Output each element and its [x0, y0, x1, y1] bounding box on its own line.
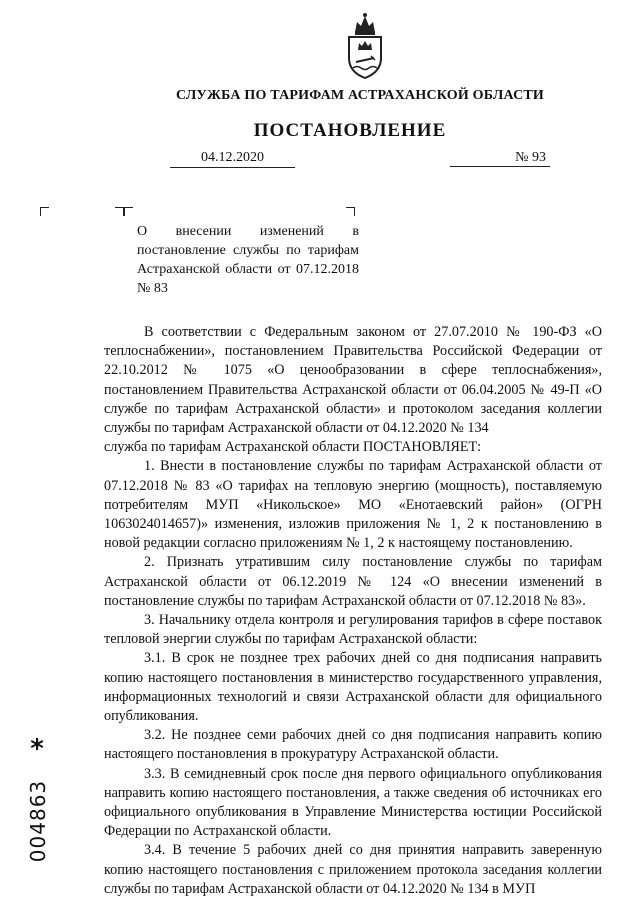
- corner-mark: [40, 207, 49, 216]
- stamp-number: 004863: [26, 779, 50, 863]
- corner-mark: [124, 207, 133, 216]
- item-paragraph: 1. Внести в постановление службы по тарифам Астраханской области от 07.12.2018 № 83 «О тарифах на тепловую энергию (мощность), поставляемую потребителям МУП «Никольское» МО «Енотаевский район» (ОГРН 1063024014657)» изменения, изложив приложения № 1, 2 к постановлению в новой редакции согласно приложениям № 1, 2 к настоящему постановлению.: [104, 458, 602, 552]
- preamble-paragraph: В соответствии с Федеральным законом от 27.07.2010 № 190-ФЗ «О теплоснабжении», постановлением Правительства Российской Федерации от 22.10.2012 № 1075 «О ценообразовании в сфере теплоснабжения», постановлением Правительства Астраханской области от 06.04.2005 № 49-П «О службе по тарифам Астраханской области» и протоколом заседания коллегии службы по тарифам Астраханской области от 04.12.2020 № 134: [104, 324, 602, 437]
- stamp-mark: *: [30, 734, 44, 764]
- subitem-paragraph: 3.2. Не позднее семи рабочих дней со дня подписания направить копию настоящего постановления в прокуратуру Астраханской области.: [104, 727, 602, 763]
- subitem-paragraph: 3.4. В течение 5 рабочих дней со дня принятия направить заверенную копию настоящего постановления с приложением протокола заседания коллегии службы по тарифам Астраханской области от 04.12.2020 № 134 в МУП: [104, 842, 602, 897]
- subitem-paragraph: 3.1. В срок не позднее трех рабочих дней со дня подписания направить копию настоящего постановления в министерство государственного управления, информационных технологий и связи Астраханской области для официального опубликования.: [104, 650, 602, 725]
- corner-mark: [346, 207, 355, 216]
- coat-of-arms-icon: [341, 10, 389, 82]
- document-subject: [137, 222, 359, 298]
- document-type-title: ПОСТАНОВЛЕНИЕ: [253, 120, 447, 141]
- resolution-clause: служба по тарифам Астраханской области ПОСТАНОВЛЯЕТ:: [104, 439, 482, 456]
- subject-text: О внесении изменений в постановление службы по тарифам Астраханской области от 07.12.2018 № 83: [137, 224, 359, 296]
- subitem-paragraph: 3.3. В семидневный срок после дня первого официального опубликования направить копию настоящего постановления, а также сведения об источниках его официального опубликования в Управление Министерства юстиции Российской Федерации по Астраханской области.: [104, 765, 602, 840]
- item-paragraph: 3. Начальнику отдела контроля и регулирования тарифов в сфере поставок тепловой энергии службы по тарифам Астраханской области:: [104, 612, 602, 648]
- document-body: [104, 323, 602, 899]
- document-number: № 93: [450, 150, 550, 167]
- agency-title: СЛУЖБА ПО ТАРИФАМ АСТРАХАНСКОЙ ОБЛАСТИ: [175, 88, 545, 103]
- registration-stamp: [26, 734, 50, 878]
- item-paragraph: 2. Признать утратившим силу постановление службы по тарифам Астраханской области от 06.12.2019 № 124 «О внесении изменений в постановление службы по тарифам Астраханской области от 07.12.2018 № 83».: [104, 554, 602, 609]
- corner-mark: [115, 207, 124, 216]
- document-date: 04.12.2020: [170, 150, 295, 168]
